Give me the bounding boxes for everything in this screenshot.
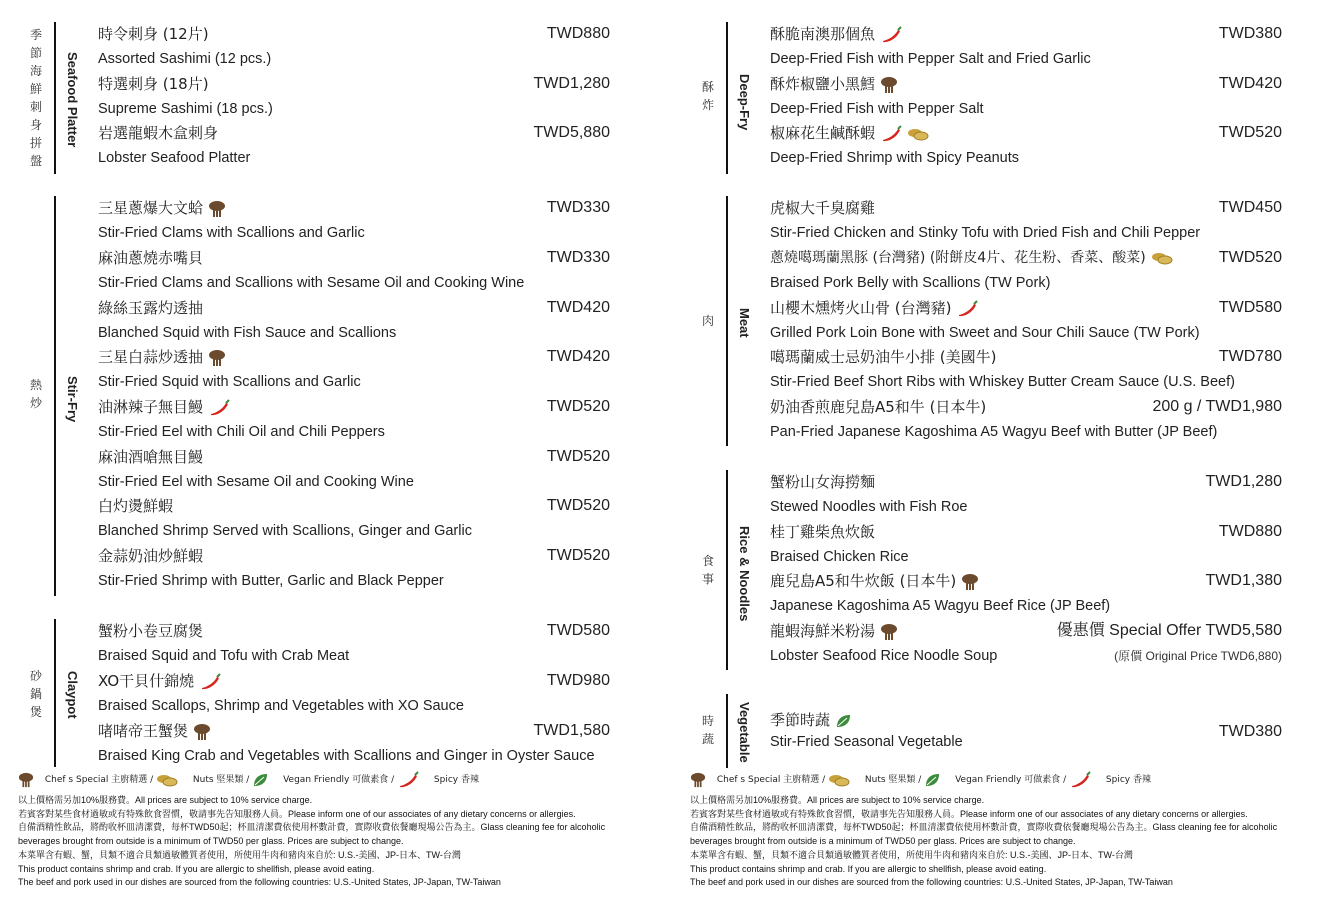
dish-english-name: Braised Scallops, Shrimp and Vegetables with XO Sauce <box>98 698 464 714</box>
chef-hat-icon <box>193 723 211 741</box>
dish-chinese-name: 麻油酒嗆無目鰻 <box>98 448 204 466</box>
icon-legend <box>18 770 479 791</box>
dish-english-name: Deep-Fried Fish with Pepper Salt and Fried Garlic <box>770 51 1091 67</box>
dish-english-name: Deep-Fried Fish with Pepper Salt <box>770 101 984 117</box>
dish-price: TWD580 <box>1218 299 1282 316</box>
leaf-icon <box>252 772 268 788</box>
dish-chinese-name: 酥脆南澳那個魚 <box>770 22 902 46</box>
dish-chinese-name: 白灼燙鮮蝦 <box>98 497 174 515</box>
dish-chinese-name: 鹿兒島A5和牛炊飯 (日本牛) <box>770 569 979 593</box>
dish-english-name: Pan-Fried Japanese Kagoshima A5 Wagyu Beef with Butter (JP Beef) <box>770 424 1218 440</box>
category-chinese-label: 食 事 <box>701 554 714 586</box>
dish-english-name: Lobster Seafood Rice Noodle Soup <box>770 648 998 664</box>
leaf-icon <box>924 772 940 788</box>
dish-english-name: Lobster Seafood Platter <box>98 150 251 166</box>
dish-chinese-name: 虎椒大千臭腐雞 <box>770 199 876 217</box>
menu-item <box>98 121 610 171</box>
dish-price: TWD5,880 <box>533 124 610 141</box>
menu-item <box>98 619 610 669</box>
dish-price: TWD1,280 <box>1205 473 1282 490</box>
chili-pepper-icon <box>397 771 419 789</box>
category-english-label: Claypot <box>65 671 80 719</box>
menu-item <box>770 569 1282 619</box>
menu-item <box>98 445 610 495</box>
footnote: The beef and pork used in our dishes are sourced from the following countries: U.S.-United States, JP-Japan, TW-Taiwan <box>18 877 501 888</box>
chef-hat-icon <box>690 772 706 788</box>
dish-chinese-name: 岩選龍蝦木盒刺身 <box>98 124 219 142</box>
legend-spicy-label: Spicy 香辣 <box>1105 775 1151 785</box>
dish-english-name: Braised Squid and Tofu with Crab Meat <box>98 648 350 664</box>
dish-english-name: Braised King Crab and Vegetables with Scallions and Ginger in Oyster Sauce <box>98 748 595 764</box>
menu-item <box>98 22 610 72</box>
chef-hat-icon <box>961 573 979 591</box>
dish-price: TWD780 <box>1218 348 1282 365</box>
section-rice-noodles <box>688 470 1317 670</box>
chili-pepper-icon <box>1069 771 1091 789</box>
dish-chinese-name: 蔥燒噶瑪蘭黑豚 (台灣豬) (附餅皮4片、花生粉、香菜、酸菜) <box>770 246 1173 270</box>
dish-price: TWD330 <box>546 249 610 266</box>
dish-chinese-name: 蟹粉山女海撈麵 <box>770 473 876 491</box>
nuts-icon <box>907 127 929 141</box>
section-seafood-platter <box>16 22 656 174</box>
footnote: 若賓客對某些食材過敏或有特殊飲食習慣，敬請事先告知服務人員。Please inform one of our associates of any dietary concerns or allergies. <box>18 808 576 819</box>
menu-item <box>770 296 1282 346</box>
dish-price: TWD420 <box>1218 75 1282 92</box>
footnote: 以上價格需另加10%服務費。All prices are subject to 10% service charge. <box>18 795 313 805</box>
dish-chinese-name: 三星蔥爆大文蛤 <box>98 196 226 220</box>
dish-price: TWD380 <box>1218 25 1282 42</box>
footnotes <box>18 794 643 890</box>
dish-chinese-name: 綠絲玉露灼透抽 <box>98 299 204 317</box>
menu-item <box>98 494 610 544</box>
dish-chinese-name: 三星白蒜炒透抽 <box>98 345 226 369</box>
category-english-label: Seafood Platter <box>65 52 80 148</box>
menu-item <box>98 246 610 296</box>
menu-item <box>770 395 1282 445</box>
dish-english-name: Grilled Pork Loin Bone with Sweet and Sour Chili Sauce (TW Pork) <box>770 325 1200 341</box>
chili-pepper-icon <box>199 673 221 691</box>
dish-chinese-name: 啫啫帝王蟹煲 <box>98 719 211 743</box>
leaf-icon <box>835 713 851 729</box>
dish-price: TWD450 <box>1218 199 1282 216</box>
dish-english-name: Blanched Squid with Fish Sauce and Scallions <box>98 325 397 341</box>
chef-hat-icon <box>208 349 226 367</box>
nuts-icon <box>1151 251 1173 265</box>
dish-chinese-name: 蟹粉小卷豆腐煲 <box>98 622 204 640</box>
dish-english-name: Stir-Fried Beef Short Ribs with Whiskey Butter Cream Sauce (U.S. Beef) <box>770 374 1235 390</box>
category-divider <box>726 470 728 670</box>
chef-hat-icon <box>880 623 898 641</box>
dish-english-name: Stir-Fried Clams and Scallions with Sesame Oil and Cooking Wine <box>98 275 525 291</box>
dish-english-name: Stir-Fried Chicken and Stinky Tofu with Dried Fish and Chili Pepper <box>770 225 1201 241</box>
category-english-label: Vegetable <box>737 702 752 763</box>
menu-item <box>98 544 610 594</box>
menu-item <box>770 470 1282 520</box>
category-english-label: Deep-Fry <box>737 74 752 131</box>
dish-price: TWD420 <box>546 348 610 365</box>
category-divider <box>54 619 56 767</box>
chef-hat-icon <box>208 200 226 218</box>
footnote: 本菜單含有蝦、蟹，貝類不適合貝類過敏體質者使用，所使用牛肉和豬肉來自於: U.S.-美國、JP-日本、TW-台灣 <box>690 849 1133 860</box>
dish-price: TWD520 <box>546 448 610 465</box>
dish-english-name: Stir-Fried Eel with Chili Oil and Chili Peppers <box>98 424 385 440</box>
category-chinese-label: 時 蔬 <box>701 714 714 746</box>
footnote: 以上價格需另加10%服務費。All prices are subject to 10% service charge. <box>690 795 985 805</box>
menu-item <box>770 121 1282 171</box>
category-english-label: Rice & Noodles <box>737 526 752 622</box>
legend-chef-label: Chef s Special 主廚精選 / <box>716 775 826 785</box>
category-english-label: Meat <box>737 308 752 338</box>
dish-chinese-name: 季節時蔬 <box>770 708 851 732</box>
dish-chinese-name: 油淋辣子無目鰻 <box>98 395 230 419</box>
nuts-icon <box>828 773 850 787</box>
dish-english-name: Blanched Shrimp Served with Scallions, Ginger and Garlic <box>98 523 472 539</box>
dish-price: TWD520 <box>546 398 610 415</box>
menu-item <box>770 708 1282 758</box>
dish-english-name: Supreme Sashimi (18 pcs.) <box>98 101 273 117</box>
category-english-label: Stir-Fry <box>65 376 80 423</box>
legend-vegan-label: Vegan Friendly 可做素食 / <box>955 775 1067 785</box>
category-chinese-label: 熱 炒 <box>29 378 42 410</box>
dish-price: TWD420 <box>546 299 610 316</box>
footnote: 自備酒精性飲品，將酌收杯皿清潔費，每杯TWD50起；杯皿清潔費依使用杯數計費，實際收費依餐廳現場公告為主。Glass cleaning fee for alcoholic beverages brought from outside is a minimum of TWD50 per glass. Prices are subject to change. <box>690 822 1278 847</box>
dish-chinese-name: 龍蝦海鮮米粉湯 <box>770 619 898 643</box>
dish-price: TWD520 <box>546 497 610 514</box>
menu-item <box>98 719 610 769</box>
dish-price: TWD580 <box>546 622 610 639</box>
menu-item <box>770 22 1282 72</box>
footnotes <box>690 794 1315 890</box>
chili-pepper-icon <box>880 26 902 44</box>
menu-page-left <box>16 0 656 922</box>
menu-item <box>770 619 1282 669</box>
dish-price: TWD330 <box>546 199 610 216</box>
category-divider <box>54 196 56 596</box>
icon-legend <box>690 770 1151 791</box>
dish-original-price: (原價 Original Price TWD6,880) <box>1114 649 1282 663</box>
chili-pepper-icon <box>956 300 978 318</box>
category-chinese-label: 季 節 海 鮮 刺 身 拼 盤 <box>29 28 42 168</box>
menu-item <box>770 246 1282 296</box>
category-chinese-label: 砂 鍋 煲 <box>29 669 42 719</box>
section-stir-fry <box>16 196 656 596</box>
dish-english-name: Stir-Fried Shrimp with Butter, Garlic and Black Pepper <box>98 573 444 589</box>
dish-chinese-name: XO干貝什錦燒 <box>98 669 221 693</box>
footnote: 自備酒精性飲品，將酌收杯皿清潔費，每杯TWD50起；杯皿清潔費依使用杯數計費，實際收費依餐廳現場公告為主。Glass cleaning fee for alcoholic beverages brought from outside is a minimum of TWD50 per glass. Prices are subject to change. <box>18 822 606 847</box>
dish-english-name: Stir-Fried Seasonal Vegetable <box>770 734 963 750</box>
dish-chinese-name: 桂丁雞柴魚炊飯 <box>770 523 876 541</box>
menu-item <box>770 72 1282 122</box>
dish-chinese-name: 麻油蔥燒赤嘴貝 <box>98 249 204 267</box>
dish-chinese-name: 椒麻花生鹹酥蝦 <box>770 121 929 145</box>
dish-price: TWD520 <box>546 547 610 564</box>
menu-item <box>98 669 610 719</box>
dish-price: TWD880 <box>1218 523 1282 540</box>
dish-english-name: Stewed Noodles with Fish Roe <box>770 499 968 515</box>
dish-price: 200 g / TWD1,980 <box>1152 398 1282 415</box>
dish-chinese-name: 特選刺身 (18片) <box>98 75 209 93</box>
dish-chinese-name: 奶油香煎鹿兒島A5和牛 (日本牛) <box>770 398 987 416</box>
category-chinese-label: 酥 炸 <box>701 80 714 112</box>
menu-item <box>98 345 610 395</box>
dish-price: TWD980 <box>546 672 610 689</box>
dish-price: TWD1,280 <box>533 75 610 92</box>
dish-chinese-name: 山櫻木燻烤火山骨 (台灣豬) <box>770 296 978 320</box>
dish-chinese-name: 金蒜奶油炒鮮蝦 <box>98 547 204 565</box>
category-divider <box>726 196 728 446</box>
footnote: This product contains shrimp and crab. If you are allergic to shellfish, please avoid eating. <box>18 863 375 874</box>
dish-english-name: Deep-Fried Shrimp with Spicy Peanuts <box>770 150 1020 166</box>
menu-item <box>770 345 1282 395</box>
dish-price: TWD520 <box>1218 124 1282 141</box>
dish-english-name: Braised Chicken Rice <box>770 549 909 565</box>
dish-english-name: Stir-Fried Clams with Scallions and Garlic <box>98 225 365 241</box>
chef-hat-icon <box>880 76 898 94</box>
section-vegetable <box>688 694 1317 768</box>
chef-hat-icon <box>18 772 34 788</box>
dish-price: TWD380 <box>1218 723 1282 740</box>
section-claypot <box>16 619 656 767</box>
chili-pepper-icon <box>208 399 230 417</box>
category-divider <box>726 694 728 768</box>
dish-english-name: Japanese Kagoshima A5 Wagyu Beef Rice (JP Beef) <box>770 598 1111 614</box>
category-divider <box>54 22 56 174</box>
category-chinese-label: 肉 <box>701 314 714 328</box>
footnote: The beef and pork used in our dishes are sourced from the following countries: U.S.-United States, JP-Japan, TW-Taiwan <box>690 877 1173 888</box>
menu-page-right <box>688 0 1317 922</box>
dish-chinese-name: 時令刺身 (12片) <box>98 25 209 43</box>
dish-chinese-name: 酥炸椒鹽小黑鱈 <box>770 72 898 96</box>
menu-item <box>98 296 610 346</box>
dish-price: 優惠價 Special Offer TWD5,580 <box>1056 622 1282 639</box>
legend-vegan-label: Vegan Friendly 可做素食 / <box>283 775 395 785</box>
menu-item <box>770 196 1282 246</box>
legend-chef-label: Chef s Special 主廚精選 / <box>44 775 154 785</box>
dish-english-name: Stir-Fried Eel with Sesame Oil and Cooking Wine <box>98 474 414 490</box>
nuts-icon <box>156 773 178 787</box>
menu-item <box>98 72 610 122</box>
dish-price: TWD1,380 <box>1205 572 1282 589</box>
dish-english-name: Stir-Fried Squid with Scallions and Garlic <box>98 374 361 390</box>
dish-price: TWD520 <box>1218 249 1282 266</box>
footnote: 若賓客對某些食材過敏或有特殊飲食習慣，敬請事先告知服務人員。Please inform one of our associates of any dietary concerns or allergies. <box>690 808 1248 819</box>
category-divider <box>726 22 728 174</box>
dish-price: TWD1,580 <box>533 722 610 739</box>
legend-nuts-label: Nuts 堅果類 / <box>864 775 922 785</box>
dish-english-name: Braised Pork Belly with Scallions (TW Pork) <box>770 275 1051 291</box>
dish-price: TWD880 <box>546 25 610 42</box>
legend-spicy-label: Spicy 香辣 <box>433 775 479 785</box>
chili-pepper-icon <box>880 125 902 143</box>
dish-english-name: Assorted Sashimi (12 pcs.) <box>98 51 272 67</box>
menu-item <box>98 395 610 445</box>
section-deep-fry <box>688 22 1317 174</box>
menu-item <box>98 196 610 246</box>
legend-nuts-label: Nuts 堅果類 / <box>192 775 250 785</box>
footnote: This product contains shrimp and crab. If you are allergic to shellfish, please avoid eating. <box>690 863 1047 874</box>
menu-item <box>770 520 1282 570</box>
footnote: 本菜單含有蝦、蟹，貝類不適合貝類過敏體質者使用，所使用牛肉和豬肉來自於: U.S.-美國、JP-日本、TW-台灣 <box>18 849 461 860</box>
section-meat <box>688 196 1317 446</box>
dish-chinese-name: 噶瑪蘭威士忌奶油牛小排 (美國牛) <box>770 348 997 366</box>
